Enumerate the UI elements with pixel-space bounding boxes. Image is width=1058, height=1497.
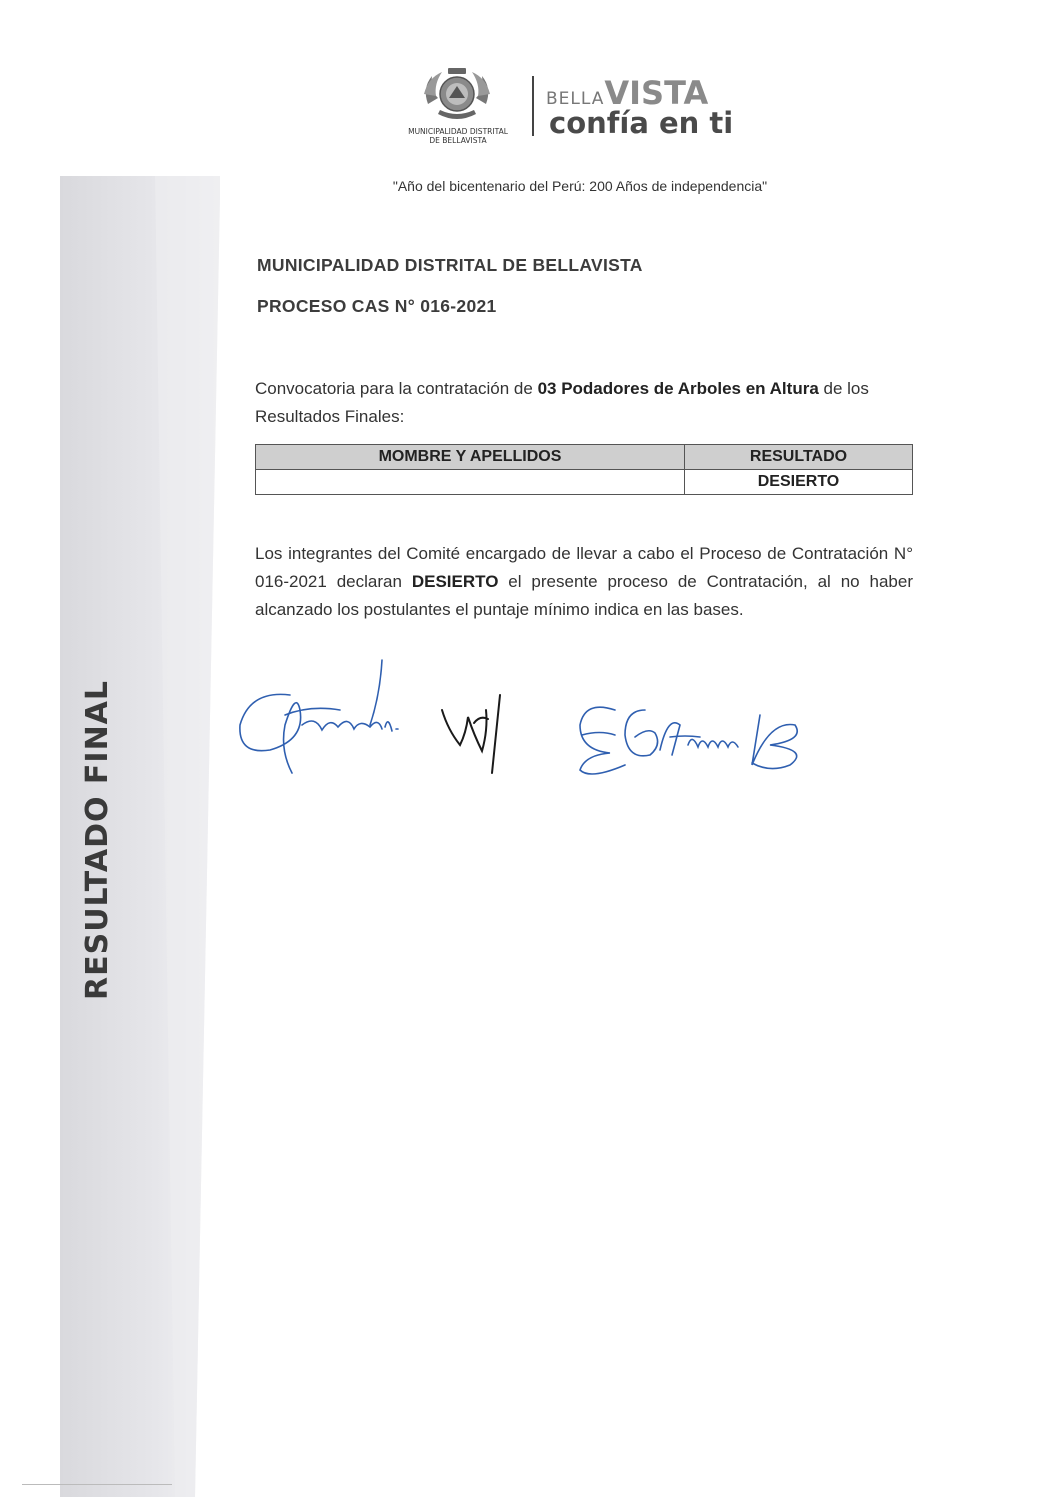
signature-1-icon — [240, 660, 398, 773]
scan-artifact — [22, 1484, 172, 1485]
table-header-row — [256, 445, 913, 470]
intro-text-after: de los Resultados Finales: — [255, 379, 869, 426]
seal-caption-line2: DE BELLAVISTA — [429, 136, 487, 145]
organization-title: MUNICIPALIDAD DISTRITAL DE BELLAVISTA — [257, 255, 643, 275]
intro-text-bold: 03 Podadores de Arboles en Altura — [537, 379, 819, 398]
signatures — [230, 655, 830, 785]
closing-paragraph — [255, 540, 913, 624]
intro-paragraph — [255, 375, 913, 431]
seal-caption — [388, 127, 528, 145]
closing-text-bold: DESIERTO — [411, 572, 499, 591]
brand-name-small: BELLA — [546, 89, 605, 109]
motto: "Año del bicentenario del Perú: 200 Años de independencia" — [392, 178, 768, 194]
table-row — [256, 470, 913, 495]
signature-2-icon — [442, 695, 500, 773]
cell-name — [256, 470, 685, 495]
brand-name-large: VISTA — [604, 74, 709, 112]
signature-3-icon — [580, 707, 797, 774]
logo-divider — [532, 76, 534, 136]
seal-caption-line1: MUNICIPALIDAD DISTRITAL — [408, 127, 508, 136]
results-table — [255, 444, 913, 495]
closing-text-after: el presente proceso de Contratación, al no haber alcanzado los postulantes el puntaje mínimo indica en las bases. — [255, 572, 913, 619]
column-header-result: RESULTADO — [685, 445, 913, 470]
side-label: RESULTADO FINAL — [80, 679, 115, 1000]
brand-slogan: confía en ti — [549, 106, 734, 140]
closing-text-before: Los integrantes del Comité encargado de llevar a cabo el Proceso de Contratación N° 016-2021 declaran — [255, 544, 913, 591]
column-header-name: MOMBRE Y APELLIDOS — [256, 445, 685, 470]
municipal-seal-icon — [418, 64, 496, 126]
process-title: PROCESO CAS N° 016-2021 — [257, 296, 497, 316]
cell-result: DESIERTO — [685, 470, 913, 495]
intro-text-before: Convocatoria para la contratación de — [255, 379, 538, 398]
